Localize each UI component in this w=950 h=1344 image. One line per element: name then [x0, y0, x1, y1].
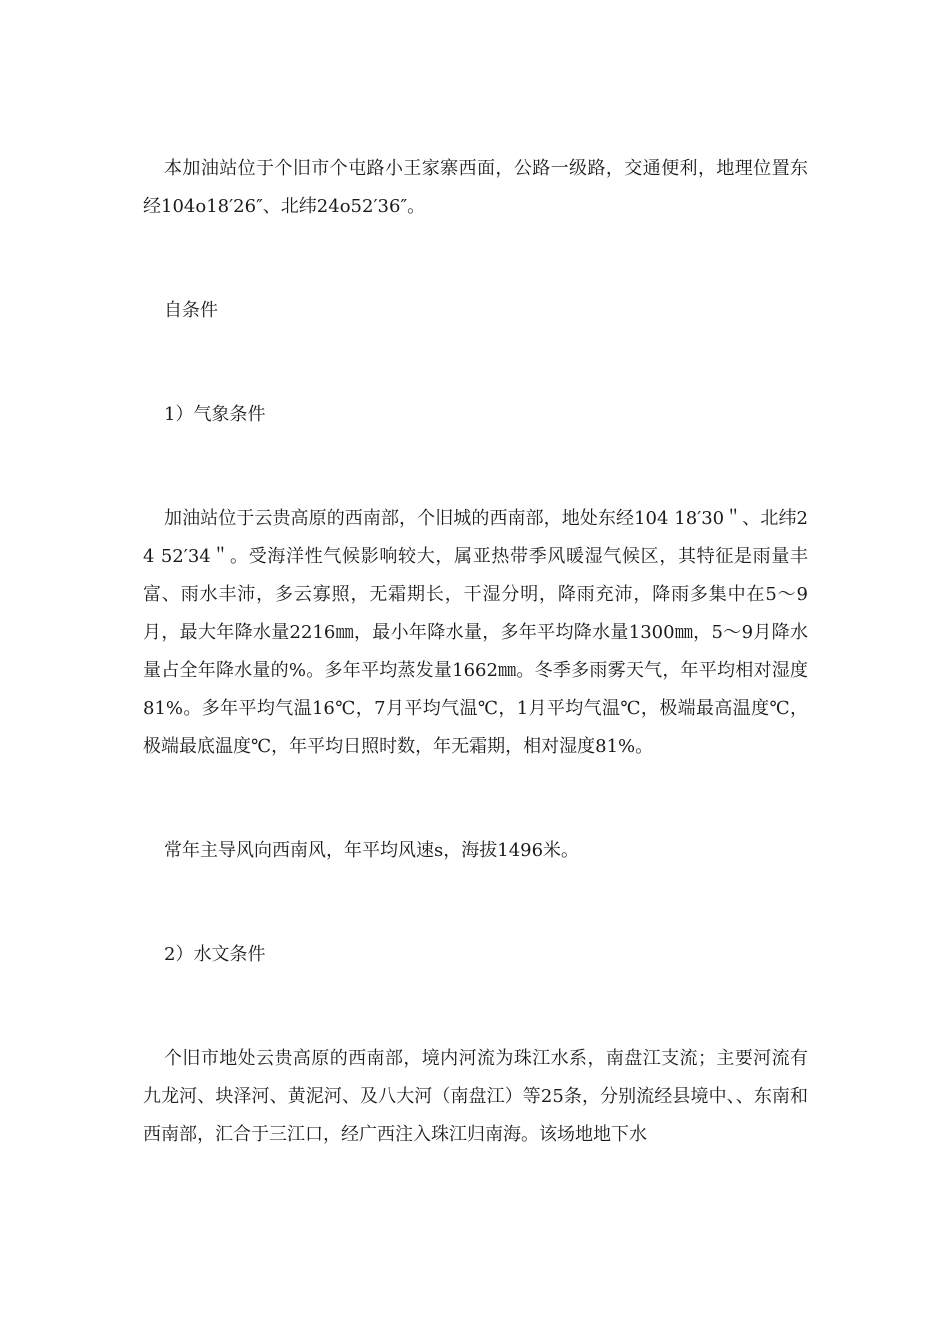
document-page [143, 150, 808, 1154]
paragraph-hydrology: 个旧市地处云贵高原的西南部，境内河流为珠江水系，南盘江支流；主要河流有九龙河、块泽河、黄泥河、及八大河（南盘江）等25条，分别流经县境中、、东南和西南部，汇合于三江口，经广西注入珠江归南海。该场地地下水 [143, 1048, 808, 1145]
heading-natural-conditions: 自条件 [164, 300, 218, 321]
heading-meteorology: 1）气象条件 [164, 404, 266, 425]
paragraph-meteorology: 加油站位于云贵高原的西南部，个旧城的西南部，地处东经104 18′30＂、北纬24 52′34＂。受海洋性气候影响较大，属亚热带季风暖湿气候区，其特征是雨量丰富、雨水丰沛，多云寡照，无霜期长，干湿分明，降雨充沛，降雨多集中在5～9月，最大年降水量2216㎜，最小年降水量，多年平均降水量1300㎜，5～9月降水量占全年降水量的%。多年平均蒸发量1662㎜。冬季多雨雾天气，年平均相对湿度81%。多年平均气温16℃，7月平均气温℃，1月平均气温℃，极端最高温度℃，极端最底温度℃，年平均日照时数，年无霜期，相对湿度81%。 [143, 508, 808, 757]
heading-hydrology: 2）水文条件 [164, 944, 266, 965]
paragraph-wind: 常年主导风向西南风，年平均风速s，海拔1496米。 [164, 840, 580, 861]
paragraph-location: 本加油站位于个旧市个屯路小王家寨西面，公路一级路，交通便利，地理位置东经104o18′26″、北纬24o52′36″。 [143, 158, 808, 217]
